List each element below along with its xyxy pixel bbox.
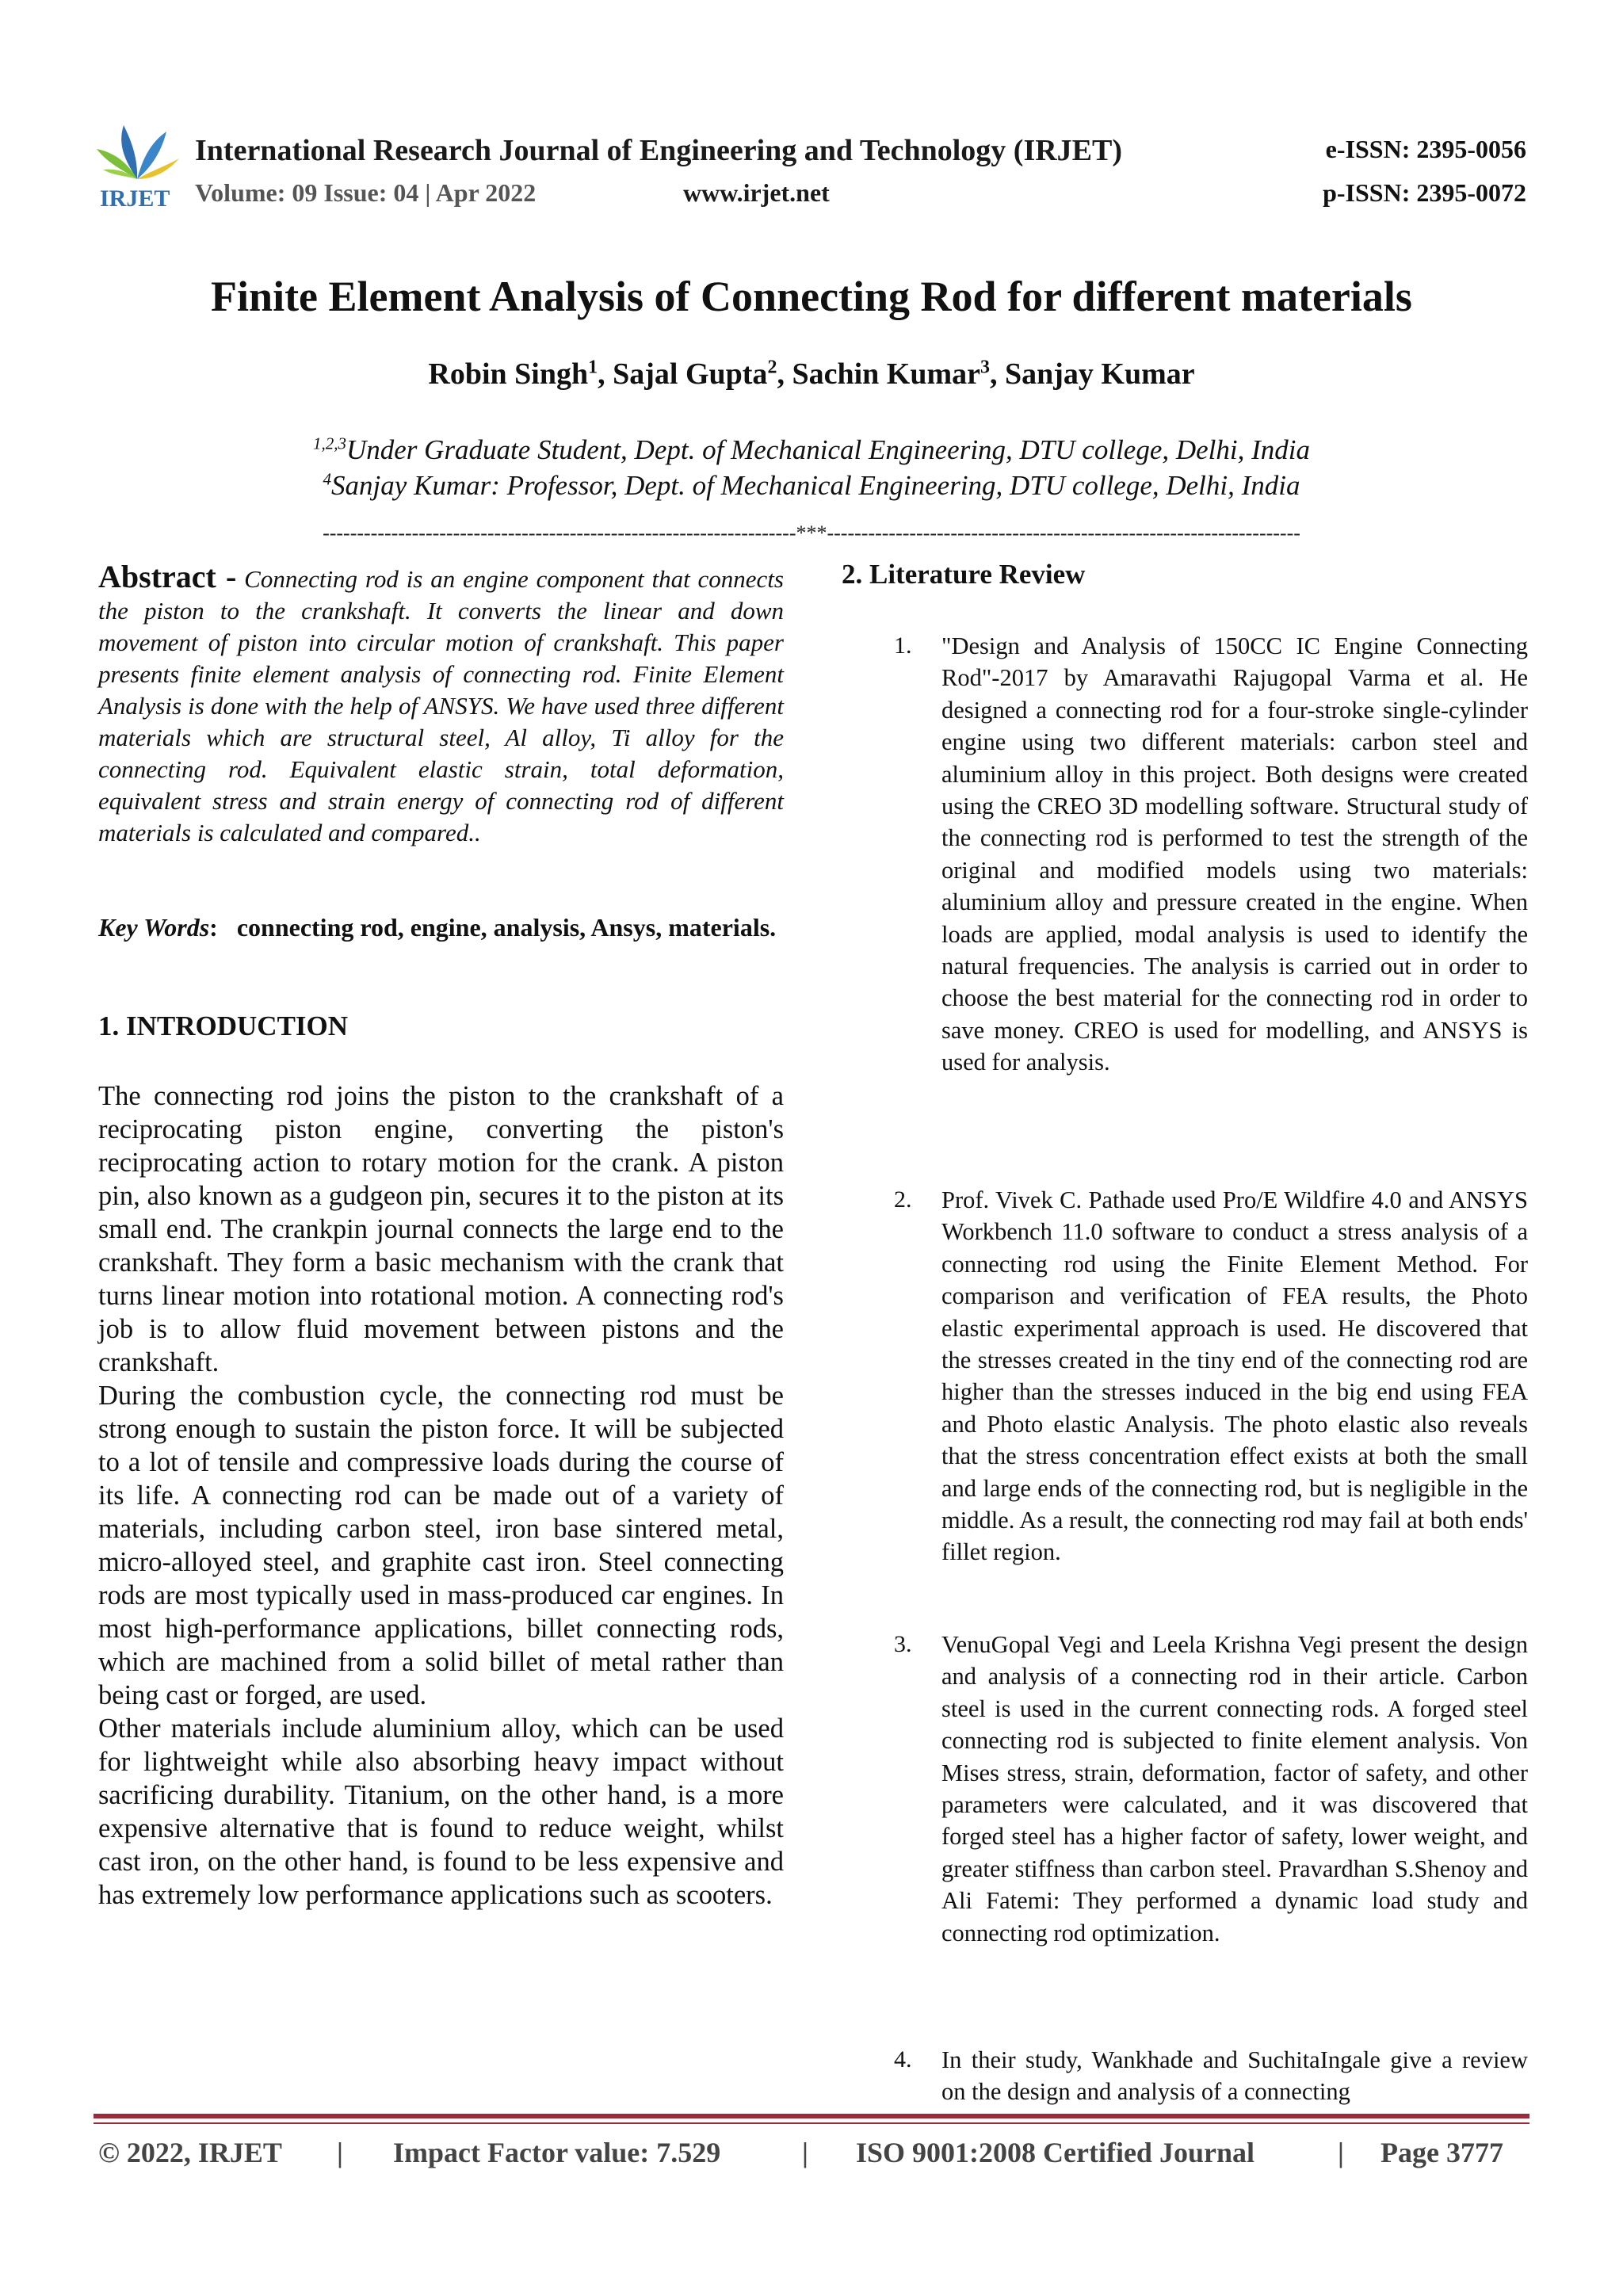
journal-website[interactable]: www.irjet.net (683, 178, 830, 207)
literature-item: "Design and Analysis of 150CC IC Engine Connecting Rod"-2017 by Amaravathi Rajugopal Varma et al. He designed a connecting rod for a four-stroke single-cylinder engine using two different materials: carbon steel and aluminium alloy in this project. Both designs were created using the CREO 3D modelling software. Structural study of the connecting rod is performed to test the strength of the original and modified models using two materials: aluminium alloy and pressure created in the engine. When loads are applied, modal analysis is used to identify the natural frequencies. The analysis is carried out in order to choose the best material for the connecting rod in order to save money. CREO is used for modelling, and ANSYS is used for analysis. (941, 632, 1528, 1076)
author-name: Robin Singh (428, 357, 589, 391)
introduction-heading: 1. INTRODUCTION (98, 1010, 349, 1041)
abstract-label: Abstract - (98, 559, 237, 594)
literature-item: In their study, Wankhade and SuchitaIngale give a review on the design and analysis of a connecting (941, 2046, 1528, 2106)
introduction-body (98, 1079, 784, 1912)
list-item-number: 2. (894, 1186, 912, 1213)
intro-paragraph: The connecting rod joins the piston to the crankshaft of a reciprocating piston engine, converting the piston's reciprocating action to rotary motion for the crank. A piston pin, also known as a gudgeon pin, secures it to the piston at its small end. The crankpin journal connects the large end to the crankshaft. They form a basic mechanism with the crank that turns linear motion into rotational motion. A connecting rod's job is to allow fluid movement between pistons and the crankshaft. (98, 1081, 784, 1377)
list-item-number: 3. (894, 1631, 912, 1657)
intro-paragraph: Other materials include aluminium alloy, which can be used for lightweight while also absorbing heavy impact without sacrificing durability. Titanium, on the other hand, is a more expensive alternative that is found to reduce weight, whilst cast iron, on the other hand, is found to be less expensive and has extremely low performance applications such as scooters. (98, 1713, 784, 1910)
footer-impact-factor: Impact Factor value: 7.529 (393, 2137, 721, 2168)
keywords-label: Key Words (98, 913, 210, 942)
abstract (98, 561, 784, 849)
author-list: Robin Singh$^1$, Sajal Gupta$^2$, Sachin Kumar$^3$, Sanjay Kumar (428, 357, 1195, 391)
volume-issue: Volume: 09 Issue: 04 | Apr 2022 (195, 178, 537, 207)
list-item-number: 4. (894, 2046, 912, 2073)
paper-title: Finite Element Analysis of Connecting Rod for different materials (211, 273, 1412, 320)
author-sup: 2 (767, 357, 777, 378)
irjet-logo (94, 117, 181, 212)
footer-copyright: © 2022, IRJET (98, 2137, 282, 2168)
e-issn: e-ISSN: 2395-0056 (1325, 135, 1526, 163)
affiliation-2: $^4$Sanjay Kumar: Professor, Dept. of Mechanical Engineering, DTU college, Delhi, India (323, 469, 1300, 501)
keywords: Key Words: connecting rod, engine, analysis, Ansys, materials. (98, 913, 777, 942)
footer-rule-thin (94, 2122, 1529, 2124)
author-name: Sachin Kumar (792, 357, 980, 391)
footer-divider: | (802, 2137, 808, 2168)
literature-heading: 2. Literature Review (842, 559, 1086, 590)
p-issn: p-ISSN: 2395-0072 (1323, 178, 1526, 207)
affiliation-1: $^{1,2,3}$Under Graduate Student, Dept. of Mechanical Engineering, DTU college, Delhi, India (312, 434, 1310, 465)
author-sup: 3 (980, 357, 990, 378)
footer-page-number: Page 3777 (1381, 2137, 1503, 2168)
keywords-text: connecting rod, engine, analysis, Ansys, materials. (236, 913, 777, 942)
footer-divider: | (337, 2137, 343, 2168)
list-item-number: 1. (894, 632, 912, 659)
abstract-text: Connecting rod is an engine component that connects the piston to the crankshaft. It converts the linear and down movement of piston into circular motion of crankshaft. This paper presents finite element analysis of connecting rod. Finite Element Analysis is done with the help of ANSYS. We have used three different materials which are structural steel, Al alloy, Ti alloy for the connecting rod. Equivalent elastic strain, total deformation, equivalent stress and strain energy of connecting rod of different materials is calculated and compared.. (98, 565, 784, 846)
literature-item: VenuGopal Vegi and Leela Krishna Vegi present the design and analysis of a connecting rod in their article. Carbon steel is used in the current connecting rods. A forged steel connecting rod is subjected to finite element analysis. Von Mises stress, strain, deformation, factor of safety, and other parameters were calculated, and it was discovered that forged steel has a higher factor of safety, lower weight, and greater stiffness than carbon steel. Pravardhan S.Shenoy and Ali Fatemi: They performed a dynamic load study and connecting rod optimization. (941, 1631, 1528, 1946)
footer-divider: | (1338, 2137, 1344, 2168)
author-sup: 1 (588, 357, 598, 378)
journal-title: International Research Journal of Engineering and Technology (IRJET) (195, 134, 1123, 167)
literature-item: Prof. Vivek C. Pathade used Pro/E Wildfire 4.0 and ANSYS Workbench 11.0 software to conduct a stress analysis of a connecting rod using the Finite Element Method. For comparison and verification of FEA results, the Photo elastic experimental approach is used. He discovered that the stresses created in the tiny end of the connecting rod are higher than the stresses induced in the big end using FEA and Photo elastic Analysis. The photo elastic also reveals that the stress concentration effect exists at both the small and large ends of the connecting rod, but is negligible in the middle. As a result, the connecting rod may fail at both ends' fillet region. (941, 1186, 1528, 1566)
intro-paragraph: During the combustion cycle, the connecting rod must be strong enough to sustain the piston force. It will be subjected to a lot of tensile and compressive loads during the course of its life. A connecting rod can be made out of a variety of materials, including carbon steel, iron base sintered metal, micro-alloyed steel, and graphite cast iron. Steel connecting rods are most typically used in mass-produced car engines. In most high-performance applications, billet connecting rods, which are machined from a solid billet of metal rather than being cast or forged, are used. (98, 1381, 784, 1710)
logo-text: IRJET (100, 185, 170, 212)
author-name: Sajal Gupta (613, 357, 768, 391)
author-name: Sanjay Kumar (1004, 357, 1195, 391)
footer-rule (94, 2114, 1529, 2118)
section-separator: ---------------------------------------------------------------------***--------------------------------------------------------------------- (323, 521, 1300, 544)
footer-iso: ISO 9001:2008 Certified Journal (856, 2137, 1254, 2168)
